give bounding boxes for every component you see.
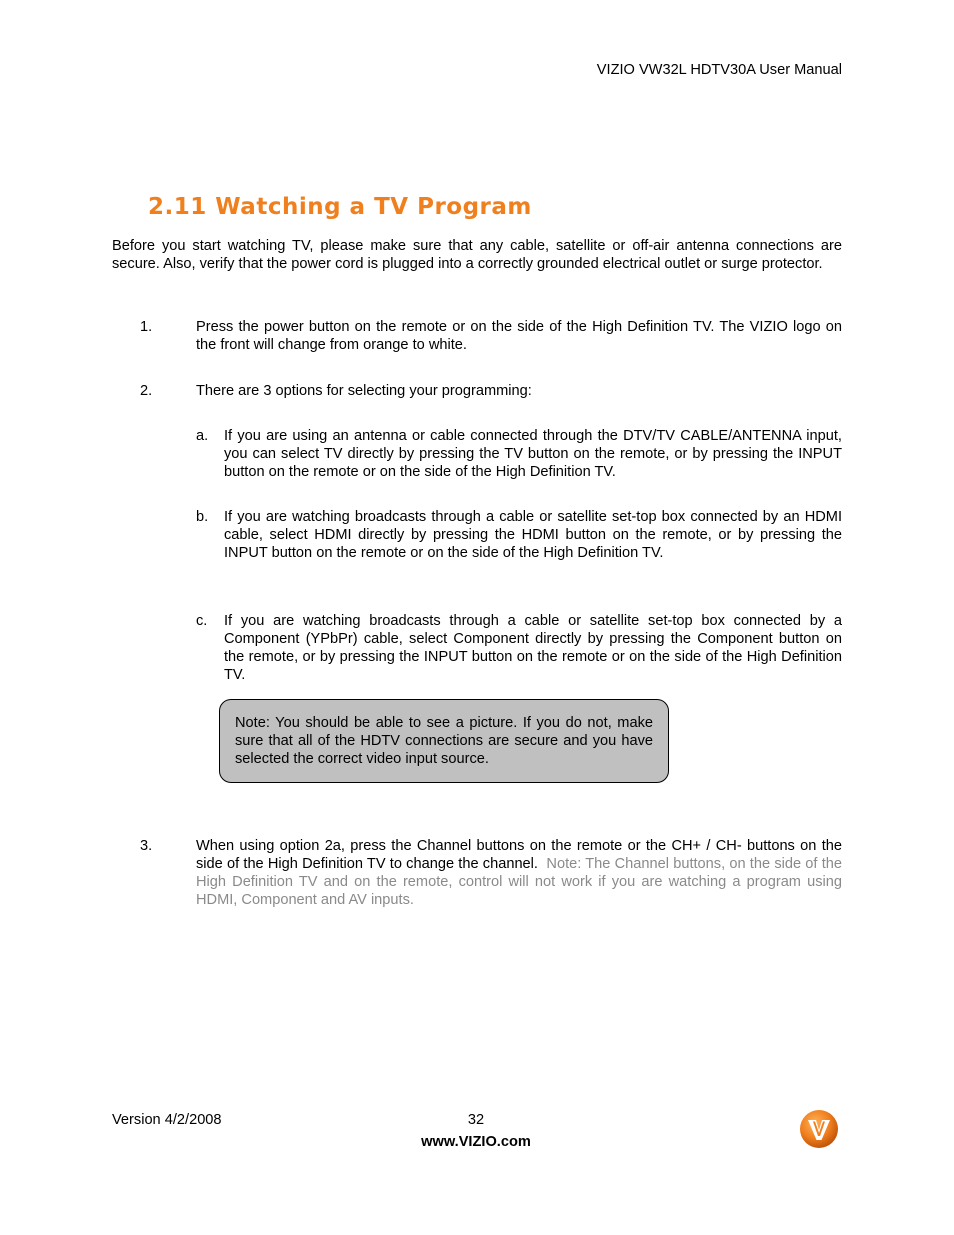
option-text: If you are watching broadcasts through a cable or satellite set-top box connected by a Component (YPbPr) cable, select Component directly by pressing the Component button on the remote, or by pressing the INPUT button on the remote or on the side of the High Definition TV. [224,613,842,683]
step-number: 3. [140,838,153,854]
page-number: 32 [467,1112,485,1128]
step-text: There are 3 options for selecting your programming: [196,383,532,399]
option-letter: a. [196,428,209,444]
option-text: If you are using an antenna or cable connected through the DTV/TV CABLE/ANTENNA input, you can select TV directly by pressing the TV button on the remote, or by pressing the INPUT button on the remote or on the side of the High Definition TV. [224,428,842,480]
vizio-logo-icon [799,1109,839,1149]
header-title: VIZIO VW32L HDTV30A User Manual [596,62,842,78]
footer-url: www.VIZIO.com [421,1134,531,1150]
step-text: Press the power button on the remote or on the side of the High Definition TV. The VIZIO logo on the front will change from orange to white. [196,319,842,353]
step-note-text: Note: The Channel buttons, on the side of the High Definition TV and on the remote, control will not work if you are watching a program using HDMI, Component and AV inputs. [196,856,842,908]
step-text [196,837,842,909]
footer-version: Version 4/2/2008 [112,1112,222,1128]
intro-paragraph: Before you start watching TV, please make sure that any cable, satellite or off-air antenna connections are secure. Also, verify that the power cord is plugged into a correctly grounded electrical outlet or surge protector. [112,238,842,272]
option-letter: b. [196,509,209,525]
step-main-text: When using option 2a, press the Channel buttons on the remote or the CH+ / CH- buttons on the side of the High Definition TV to change the channel. [196,838,842,872]
note-box [219,699,669,783]
note-box-text: Note: You should be able to see a picture. If you do not, make sure that all of the HDTV connections are secure and you have selected the correct video input source. [235,715,653,767]
option-letter: c. [196,613,208,629]
step-number: 1. [140,319,153,335]
step-number: 2. [140,383,153,399]
section-title: 2.11 Watching a TV Program [148,194,532,220]
option-text: If you are watching broadcasts through a cable or satellite set-top box connected by an HDMI cable, select HDMI directly by pressing the HDMI button on the remote, or by pressing the INPUT button on the remote or on the side of the High Definition TV. [224,509,842,561]
